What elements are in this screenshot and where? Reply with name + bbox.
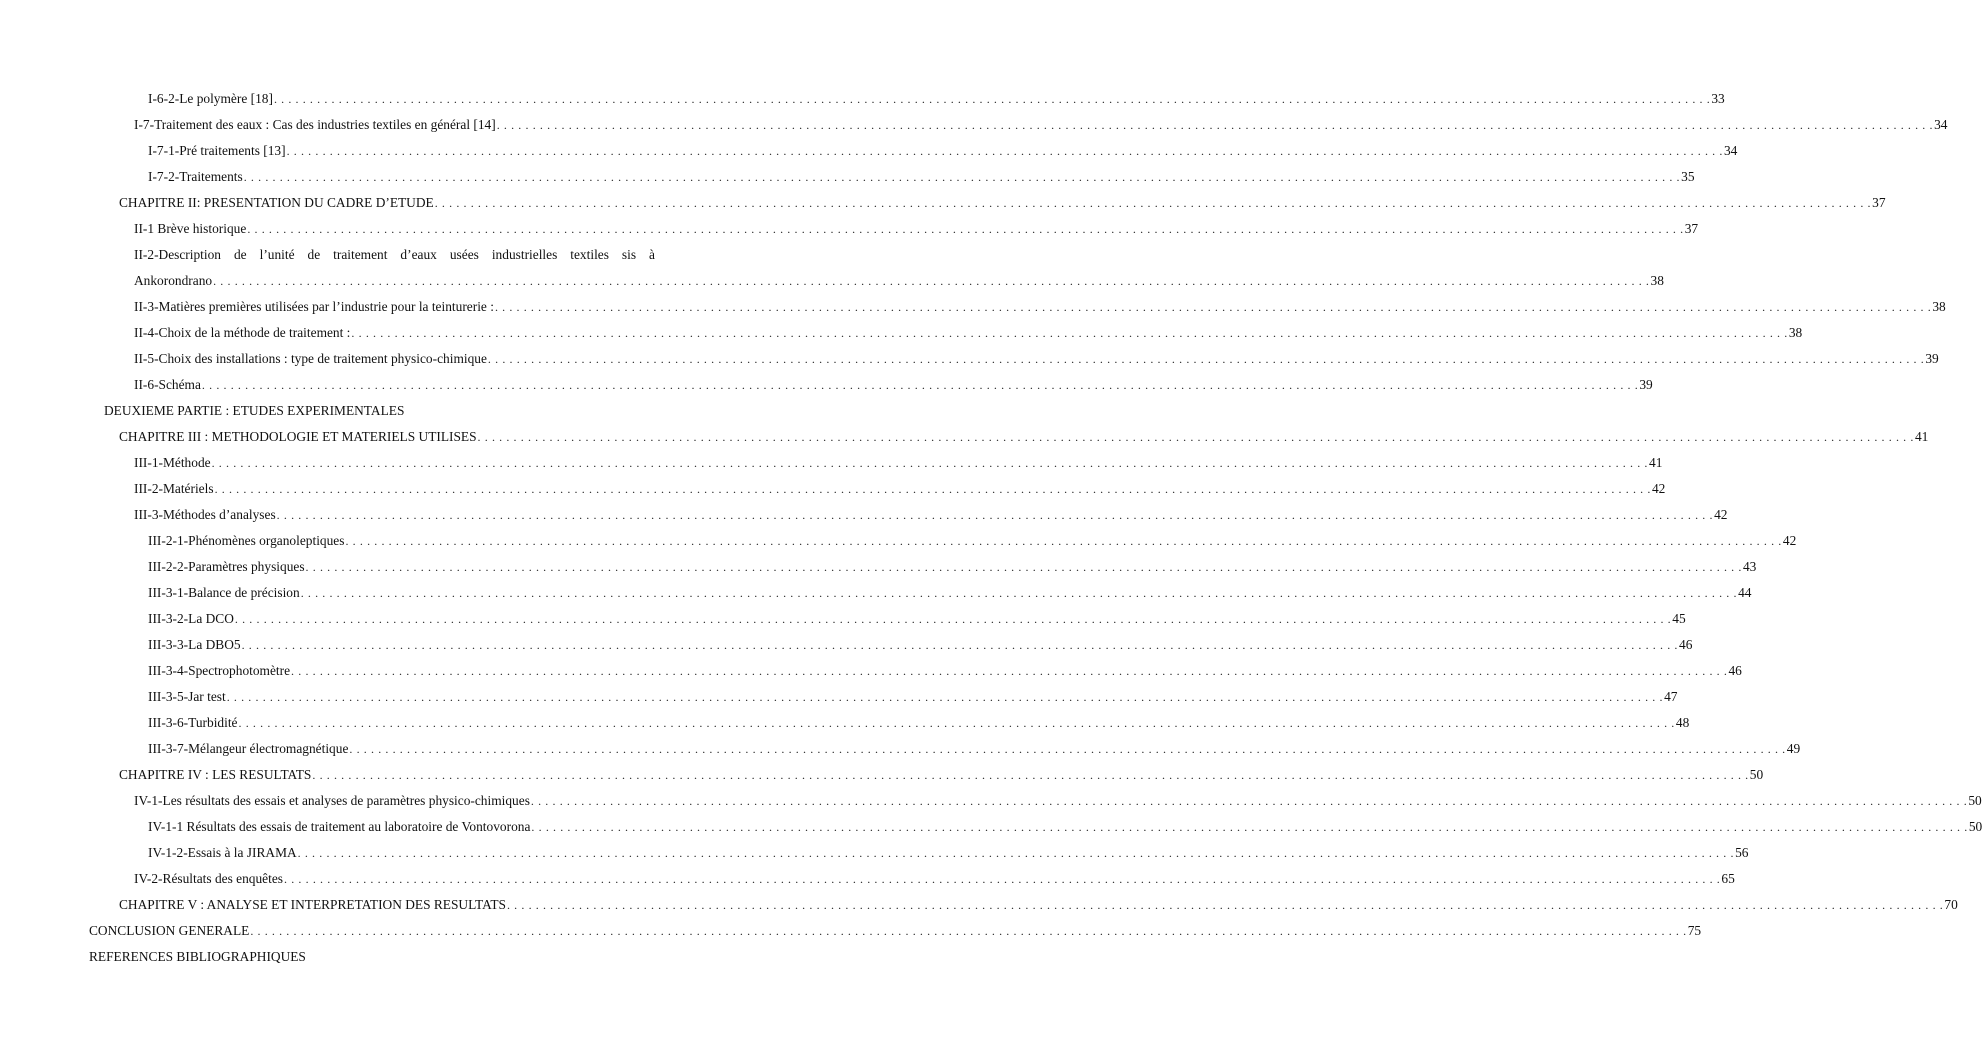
dot-leader: . . . . . . . . . . . . . . . . . . . . . . . . . . . . . . . . . . . . . . . . . . . . . . . . . . . . . . . . . . . . . . . . . . . . . . . . . . . . . . . . . . . . . . . . . . . . . . . . . . . . . . . . . . . . . . . . . . . . . . . . . . . . . . . . . . . . . . . . . . . . . . . . . . . . . . . . . . . . . . . . . . . . . . . . . . . . . . . . . . . . . . . . . . . . . . . . . . . . . . . .: [273, 92, 1711, 106]
toc-entry-page: 42: [1714, 507, 1728, 522]
dot-leader: . . . . . . . . . . . . . . . . . . . . . . . . . . . . . . . . . . . . . . . . . . . . . . . . . . . . . . . . . . . . . . . . . . . . . . . . . . . . . . . . . . . . . . . . . . . . . . . . . . . . . . . . . . . . . . . . . . . . . . . . . . . . . . . . . . . . . . . . . . . . . . . . . . . . . . . . . . . . . . . . . . . . . . . . . . . . . . . . . . . . . . . . . . . . . . . . . . . . . . . .: [477, 430, 1914, 444]
toc-entry-title: CONCLUSION GENERALE: [89, 918, 250, 944]
toc-entry-page: 34: [1723, 143, 1738, 158]
dot-leader: . . . . . . . . . . . . . . . . . . . . . . . . . . . . . . . . . . . . . . . . . . . . . . . . . . . . . . . . . . . . . . . . . . . . . . . . . . . . . . . . . . . . . . . . . . . . . . . . . . . . . . . . . . . . . . . . . . . . . . . . . . . . . . . . . . . . . . . . . . . . . . . . . . . . . . . . . . . . . . . . . . . . . . . . . . . . . . . . . . . . . . . . . . . . . . . . . . . . . . . .: [291, 664, 1728, 678]
toc-entry-title: CHAPITRE II: PRESENTATION DU CADRE D’ETUDE: [119, 190, 435, 216]
dot-leader: . . . . . . . . . . . . . . . . . . . . . . . . . . . . . . . . . . . . . . . . . . . . . . . . . . . . . . . . . . . . . . . . . . . . . . . . . . . . . . . . . . . . . . . . . . . . . . . . . . . . . . . . . . . . . . . . . . . . . . . . . . . . . . . . . . . . . . . . . . . . . . . . . . . . . . . . . . . . . . . . . . . . . . . . . . . . . . . . . . . . . . . . . . . . . . . . . . . . . . . .: [276, 508, 1714, 522]
toc-entry-title: I-6-2-Le polymère [18]: [148, 86, 274, 112]
toc-entry-page: 39: [1925, 351, 1939, 366]
dot-leader: . . . . . . . . . . . . . . . . . . . . . . . . . . . . . . . . . . . . . . . . . . . . . . . . . . . . . . . . . . . . . . . . . . . . . . . . . . . . . . . . . . . . . . . . . . . . . . . . . . . . . . . . . . . . . . . . . . . . . . . . . . . . . . . . . . . . . . . . . . . . . . . . . . . . . . . . . . . . . . . . . . . . . . . . . . . . . . . . . . . . . . . . . . . . . . . . . . . . . . . .: [494, 300, 1932, 314]
toc-entry-continuation: [0, 268, 1664, 294]
toc-entry-page: 37: [1872, 195, 1886, 210]
toc-entry-title: IV-1-Les résultats des essais et analyses de paramètres physico-chimiques: [134, 788, 531, 814]
toc-entry: [0, 736, 1801, 762]
toc-entry-page: 38: [1650, 273, 1664, 288]
toc-entry: [0, 528, 1797, 554]
toc-entry-page: 41: [1914, 429, 1929, 444]
dot-leader: . . . . . . . . . . . . . . . . . . . . . . . . . . . . . . . . . . . . . . . . . . . . . . . . . . . . . . . . . . . . . . . . . . . . . . . . . . . . . . . . . . . . . . . . . . . . . . . . . . . . . . . . . . . . . . . . . . . . . . . . . . . . . . . . . . . . . . . . . . . . . . . . . . . . . . . . . . . . . . . . . . . . . . . . . . . . . . . . . . . . . . . . . . . . . . . . . . . . . . . .: [243, 170, 1681, 184]
toc-entry: [0, 216, 1699, 242]
toc-entry: [0, 476, 1666, 502]
toc-entry-title: I-7-2-Traitements: [148, 164, 244, 190]
dot-leader: . . . . . . . . . . . . . . . . . . . . . . . . . . . . . . . . . . . . . . . . . . . . . . . . . . . . . . . . . . . . . . . . . . . . . . . . . . . . . . . . . . . . . . . . . . . . . . . . . . . . . . . . . . . . . . . . . . . . . . . . . . . . . . . . . . . . . . . . . . . . . . . . . . . . . . . . . . . . . . . . . . . . . . . . . . . . . . . . . . . . . . . . . . . . . . . . . . . . . . . .: [506, 898, 1944, 912]
toc-entry: [0, 450, 1663, 476]
toc-entry-page: 38: [1932, 299, 1946, 314]
dot-leader: . . . . . . . . . . . . . . . . . . . . . . . . . . . . . . . . . . . . . . . . . . . . . . . . . . . . . . . . . . . . . . . . . . . . . . . . . . . . . . . . . . . . . . . . . . . . . . . . . . . . . . . . . . . . . . . . . . . . . . . . . . . . . . . . . . . . . . . . . . . . . . . . . . . . . . . . . . . . . . . . . . . . . . . . . . . . . . . . . . . . . . . . . . . . . . . . . . . . . . . .: [351, 326, 1788, 340]
dot-leader: . . . . . . . . . . . . . . . . . . . . . . . . . . . . . . . . . . . . . . . . . . . . . . . . . . . . . . . . . . . . . . . . . . . . . . . . . . . . . . . . . . . . . . . . . . . . . . . . . . . . . . . . . . . . . . . . . . . . . . . . . . . . . . . . . . . . . . . . . . . . . . . . . . . . . . . . . . . . . . . . . . . . . . . . . . . . . . . . . . . . . . . . . . . . . . . . . . . . . . . .: [487, 352, 1925, 366]
dot-leader: . . . . . . . . . . . . . . . . . . . . . . . . . . . . . . . . . . . . . . . . . . . . . . . . . . . . . . . . . . . . . . . . . . . . . . . . . . . . . . . . . . . . . . . . . . . . . . . . . . . . . . . . . . . . . . . . . . . . . . . . . . . . . . . . . . . . . . . . . . . . . . . . . . . . . . . . . . . . . . . . . . . . . . . . . . . . . . . . . . . . . . . . . . . . . . . . . . . . . . . .: [213, 274, 1650, 288]
toc-entry-page: 42: [1782, 533, 1797, 548]
toc-entry-page: 45: [1672, 611, 1686, 626]
dot-leader: . . . . . . . . . . . . . . . . . . . . . . . . . . . . . . . . . . . . . . . . . . . . . . . . . . . . . . . . . . . . . . . . . . . . . . . . . . . . . . . . . . . . . . . . . . . . . . . . . . . . . . . . . . . . . . . . . . . . . . . . . . . . . . . . . . . . . . . . . . . . . . . . . . . . . . . . . . . . . . . . . . . . . . . . . . . . . . . . . . . . . . . . . . . . . . . . . . . . . . . .: [496, 118, 1934, 132]
toc-entry-page: 50: [1968, 793, 1982, 808]
toc-entry-page: 56: [1735, 845, 1749, 860]
toc-part-heading: [0, 398, 745, 424]
toc-entry-page: 35: [1681, 169, 1695, 184]
toc-entry-title: III-3-7-Mélangeur électromagnétique: [148, 736, 349, 762]
table-of-contents: [0, 86, 1982, 970]
toc-entry: [0, 658, 1742, 684]
toc-entry-title: IV-1-1 Résultats des essais de traitement au laboratoire de Vontovorona: [148, 814, 531, 840]
toc-entry: [0, 372, 1653, 398]
toc-entry: [0, 918, 1702, 944]
toc-entry-title: III-3-3-La DBO5: [148, 632, 242, 658]
dot-leader: . . . . . . . . . . . . . . . . . . . . . . . . . . . . . . . . . . . . . . . . . . . . . . . . . . . . . . . . . . . . . . . . . . . . . . . . . . . . . . . . . . . . . . . . . . . . . . . . . . . . . . . . . . . . . . . . . . . . . . . . . . . . . . . . . . . . . . . . . . . . . . . . . . . . . . . . . . . . . . . . . . . . . . . . . . . . . . . . . . . . . . . . . . . . . . . . . . . . . . . .: [312, 768, 1749, 782]
dot-leader: . . . . . . . . . . . . . . . . . . . . . . . . . . . . . . . . . . . . . . . . . . . . . . . . . . . . . . . . . . . . . . . . . . . . . . . . . . . . . . . . . . . . . . . . . . . . . . . . . . . . . . . . . . . . . . . . . . . . . . . . . . . . . . . . . . . . . . . . . . . . . . . . . . . . . . . . . . . . . . . . . . . . . . . . . . . . . . . . . . . . . . . . . . . . . . . . . . . . . . . .: [530, 794, 1968, 808]
dot-leader: . . . . . . . . . . . . . . . . . . . . . . . . . . . . . . . . . . . . . . . . . . . . . . . . . . . . . . . . . . . . . . . . . . . . . . . . . . . . . . . . . . . . . . . . . . . . . . . . . . . . . . . . . . . . . . . . . . . . . . . . . . . . . . . . . . . . . . . . . . . . . . . . . . . . . . . . . . . . . . . . . . . . . . . . . . . . . . . . . . . . . . . . . . . . . . . . . . . . . . . .: [531, 820, 1968, 834]
toc-entry: [0, 788, 1982, 814]
dot-leader: . . . . . . . . . . . . . . . . . . . . . . . . . . . . . . . . . . . . . . . . . . . . . . . . . . . . . . . . . . . . . . . . . . . . . . . . . . . . . . . . . . . . . . . . . . . . . . . . . . . . . . . . . . . . . . . . . . . . . . . . . . . . . . . . . . . . . . . . . . . . . . . . . . . . . . . . . . . . . . . . . . . . . . . . . . . . . . . . . . . . . . . . . . . . . . . . . . . . . . . .: [234, 612, 1672, 626]
toc-entry-title: III-3-Méthodes d’analyses: [134, 502, 277, 528]
dot-leader: . . . . . . . . . . . . . . . . . . . . . . . . . . . . . . . . . . . . . . . . . . . . . . . . . . . . . . . . . . . . . . . . . . . . . . . . . . . . . . . . . . . . . . . . . . . . . . . . . . . . . . . . . . . . . . . . . . . . . . . . . . . . . . . . . . . . . . . . . . . . . . . . . . . . . . . . . . . . . . . . . . . . . . . . . . . . . . . . . . . . . . . . . . . . . . . . . . . . . . . .: [226, 690, 1664, 704]
toc-entry: [0, 606, 1686, 632]
toc-entry-title-line1: II-2-Description de l’unité de traitement d’eaux usées industrielles textiles sis à: [134, 247, 655, 262]
toc-entry: [0, 710, 1690, 736]
toc-entry-title: CHAPITRE III : METHODOLOGIE ET MATERIELS UTILISES: [119, 424, 478, 450]
dot-leader: . . . . . . . . . . . . . . . . . . . . . . . . . . . . . . . . . . . . . . . . . . . . . . . . . . . . . . . . . . . . . . . . . . . . . . . . . . . . . . . . . . . . . . . . . . . . . . . . . . . . . . . . . . . . . . . . . . . . . . . . . . . . . . . . . . . . . . . . . . . . . . . . . . . . . . . . . . . . . . . . . . . . . . . . . . . . . . . . . . . . . . . . . . . . . . . . . . . . . . . .: [345, 534, 1782, 548]
dot-leader: . . . . . . . . . . . . . . . . . . . . . . . . . . . . . . . . . . . . . . . . . . . . . . . . . . . . . . . . . . . . . . . . . . . . . . . . . . . . . . . . . . . . . . . . . . . . . . . . . . . . . . . . . . . . . . . . . . . . . . . . . . . . . . . . . . . . . . . . . . . . . . . . . . . . . . . . . . . . . . . . . . . . . . . . . . . . . . . . . . . . . . . . . . . . . . . . . . . . . . . .: [238, 716, 1675, 730]
dot-leader: . . . . . . . . . . . . . . . . . . . . . . . . . . . . . . . . . . . . . . . . . . . . . . . . . . . . . . . . . . . . . . . . . . . . . . . . . . . . . . . . . . . . . . . . . . . . . . . . . . . . . . . . . . . . . . . . . . . . . . . . . . . . . . . . . . . . . . . . . . . . . . . . . . . . . . . . . . . . . . . . . . . . . . . . . . . . . . . . . . . . . . . . . . . . . . . . . . . . . . . .: [201, 378, 1639, 392]
toc-entry-page: 70: [1944, 897, 1958, 912]
toc-entry-page: 48: [1675, 715, 1690, 730]
toc-entry: [0, 892, 1958, 918]
toc-entry-title: II-3-Matières premières utilisées par l’industrie pour la teinturerie :: [134, 294, 495, 320]
toc-entry-page: 37: [1684, 221, 1699, 236]
toc-entry-page: 46: [1728, 663, 1742, 678]
toc-entry: [0, 138, 1738, 164]
dot-leader: . . . . . . . . . . . . . . . . . . . . . . . . . . . . . . . . . . . . . . . . . . . . . . . . . . . . . . . . . . . . . . . . . . . . . . . . . . . . . . . . . . . . . . . . . . . . . . . . . . . . . . . . . . . . . . . . . . . . . . . . . . . . . . . . . . . . . . . . . . . . . . . . . . . . . . . . . . . . . . . . . . . . . . . . . . . . . . . . . . . . . . . . . . . . . . . . . . . . . . . .: [241, 638, 1678, 652]
toc-entry-title: II-4-Choix de la méthode de traitement :: [134, 320, 351, 346]
toc-entry-title: IV-1-2-Essais à la JIRAMA: [148, 840, 298, 866]
toc-entry: [0, 320, 1803, 346]
toc-entry: [0, 944, 745, 970]
toc-entry: [0, 632, 1693, 658]
toc-entry-title: III-2-1-Phénomènes organoleptiques: [148, 528, 345, 554]
toc-entry: [0, 684, 1678, 710]
dot-leader: . . . . . . . . . . . . . . . . . . . . . . . . . . . . . . . . . . . . . . . . . . . . . . . . . . . . . . . . . . . . . . . . . . . . . . . . . . . . . . . . . . . . . . . . . . . . . . . . . . . . . . . . . . . . . . . . . . . . . . . . . . . . . . . . . . . . . . . . . . . . . . . . . . . . . . . . . . . . . . . . . . . . . . . . . . . . . . . . . . . . . . . . . . . . . . . . . . . . . . . .: [434, 196, 1872, 210]
toc-entry-page: 43: [1742, 559, 1757, 574]
toc-entry-title: CHAPITRE IV : LES RESULTATS: [119, 762, 312, 788]
toc-entry: [0, 242, 745, 268]
toc-entry-page: 42: [1651, 481, 1666, 496]
toc-entry: [0, 294, 1946, 320]
dot-leader: . . . . . . . . . . . . . . . . . . . . . . . . . . . . . . . . . . . . . . . . . . . . . . . . . . . . . . . . . . . . . . . . . . . . . . . . . . . . . . . . . . . . . . . . . . . . . . . . . . . . . . . . . . . . . . . . . . . . . . . . . . . . . . . . . . . . . . . . . . . . . . . . . . . . . . . . . . . . . . . . . . . . . . . . . . . . . . . . . . . . . . . . . . . . . . . . . . . . . . . .: [305, 560, 1742, 574]
toc-entry-page: 49: [1786, 741, 1801, 756]
toc-entry-page: 44: [1738, 585, 1752, 600]
toc-entry-title: III-1-Méthode: [134, 450, 212, 476]
toc-entry: [0, 814, 1982, 840]
toc-entry-title: III-3-2-La DCO: [148, 606, 235, 632]
toc-entry: [0, 190, 1886, 216]
toc-entry-title: III-2-2-Paramètres physiques: [148, 554, 306, 580]
toc-entry-title: I-7-Traitement des eaux : Cas des industries textiles en général [14]: [134, 112, 497, 138]
toc-entry: [0, 346, 1939, 372]
dot-leader: . . . . . . . . . . . . . . . . . . . . . . . . . . . . . . . . . . . . . . . . . . . . . . . . . . . . . . . . . . . . . . . . . . . . . . . . . . . . . . . . . . . . . . . . . . . . . . . . . . . . . . . . . . . . . . . . . . . . . . . . . . . . . . . . . . . . . . . . . . . . . . . . . . . . . . . . . . . . . . . . . . . . . . . . . . . . . . . . . . . . . . . . . . . . . . . . . . . . . . . .: [247, 222, 1684, 236]
toc-entry: [0, 762, 1764, 788]
toc-entry-page: 65: [1721, 871, 1735, 886]
toc-entry-page: 33: [1711, 91, 1725, 106]
dot-leader: . . . . . . . . . . . . . . . . . . . . . . . . . . . . . . . . . . . . . . . . . . . . . . . . . . . . . . . . . . . . . . . . . . . . . . . . . . . . . . . . . . . . . . . . . . . . . . . . . . . . . . . . . . . . . . . . . . . . . . . . . . . . . . . . . . . . . . . . . . . . . . . . . . . . . . . . . . . . . . . . . . . . . . . . . . . . . . . . . . . . . . . . . . . . . . . . . . . . . . . .: [284, 872, 1721, 886]
toc-entry: [0, 424, 1929, 450]
dot-leader: . . . . . . . . . . . . . . . . . . . . . . . . . . . . . . . . . . . . . . . . . . . . . . . . . . . . . . . . . . . . . . . . . . . . . . . . . . . . . . . . . . . . . . . . . . . . . . . . . . . . . . . . . . . . . . . . . . . . . . . . . . . . . . . . . . . . . . . . . . . . . . . . . . . . . . . . . . . . . . . . . . . . . . . . . . . . . . . . . . . . . . . . . . . . . . . . . . . . . . . .: [349, 742, 1786, 756]
dot-leader: . . . . . . . . . . . . . . . . . . . . . . . . . . . . . . . . . . . . . . . . . . . . . . . . . . . . . . . . . . . . . . . . . . . . . . . . . . . . . . . . . . . . . . . . . . . . . . . . . . . . . . . . . . . . . . . . . . . . . . . . . . . . . . . . . . . . . . . . . . . . . . . . . . . . . . . . . . . . . . . . . . . . . . . . . . . . . . . . . . . . . . . . . . . . . . . . . . . . . . . .: [214, 482, 1651, 496]
toc-entry-title: II-6-Schéma: [134, 372, 202, 398]
dot-leader: . . . . . . . . . . . . . . . . . . . . . . . . . . . . . . . . . . . . . . . . . . . . . . . . . . . . . . . . . . . . . . . . . . . . . . . . . . . . . . . . . . . . . . . . . . . . . . . . . . . . . . . . . . . . . . . . . . . . . . . . . . . . . . . . . . . . . . . . . . . . . . . . . . . . . . . . . . . . . . . . . . . . . . . . . . . . . . . . . . . . . . . . . . . . . . . . . . . . . . . .: [297, 846, 1735, 860]
toc-entry-title: REFERENCES BIBLIOGRAPHIQUES: [89, 944, 307, 970]
toc-entry: [0, 164, 1695, 190]
toc-entry: [0, 112, 1948, 138]
toc-entry-page: 38: [1788, 325, 1803, 340]
toc-entry-title: III-3-6-Turbidité: [148, 710, 239, 736]
toc-entry: [0, 840, 1749, 866]
toc-entry-title-line2: Ankorondrano: [134, 268, 213, 294]
toc-entry-title: III-3-5-Jar test: [148, 684, 227, 710]
toc-entry-title: CHAPITRE V : ANALYSE ET INTERPRETATION DES RESULTATS: [119, 892, 507, 918]
toc-entry-page: 39: [1639, 377, 1653, 392]
dot-leader: . . . . . . . . . . . . . . . . . . . . . . . . . . . . . . . . . . . . . . . . . . . . . . . . . . . . . . . . . . . . . . . . . . . . . . . . . . . . . . . . . . . . . . . . . . . . . . . . . . . . . . . . . . . . . . . . . . . . . . . . . . . . . . . . . . . . . . . . . . . . . . . . . . . . . . . . . . . . . . . . . . . . . . . . . . . . . . . . . . . . . . . . . . . . . . . . . . . . . . . .: [286, 144, 1723, 158]
toc-entry: [0, 554, 1757, 580]
toc-entry-page: 41: [1649, 455, 1663, 470]
toc-entry-page: 47: [1664, 689, 1678, 704]
dot-leader: . . . . . . . . . . . . . . . . . . . . . . . . . . . . . . . . . . . . . . . . . . . . . . . . . . . . . . . . . . . . . . . . . . . . . . . . . . . . . . . . . . . . . . . . . . . . . . . . . . . . . . . . . . . . . . . . . . . . . . . . . . . . . . . . . . . . . . . . . . . . . . . . . . . . . . . . . . . . . . . . . . . . . . . . . . . . . . . . . . . . . . . . . . . . . . . . . . . . . . . .: [211, 456, 1648, 470]
toc-entry: [0, 866, 1735, 892]
toc-entry-title: I-7-1-Pré traitements [13]: [148, 138, 287, 164]
toc-entry: [0, 86, 1725, 112]
toc-entry-page: 50: [1968, 819, 1982, 834]
toc-entry-title: II-5-Choix des installations : type de traitement physico-chimique: [134, 346, 488, 372]
dot-leader: . . . . . . . . . . . . . . . . . . . . . . . . . . . . . . . . . . . . . . . . . . . . . . . . . . . . . . . . . . . . . . . . . . . . . . . . . . . . . . . . . . . . . . . . . . . . . . . . . . . . . . . . . . . . . . . . . . . . . . . . . . . . . . . . . . . . . . . . . . . . . . . . . . . . . . . . . . . . . . . . . . . . . . . . . . . . . . . . . . . . . . . . . . . . . . . . . . . . . . . .: [250, 924, 1687, 938]
toc-entry-page: 75: [1687, 923, 1702, 938]
toc-entry-page: 46: [1679, 637, 1693, 652]
toc-entry-title: DEUXIEME PARTIE : ETUDES EXPERIMENTALES: [104, 398, 405, 424]
toc-entry-title: IV-2-Résultats des enquêtes: [134, 866, 284, 892]
toc-entry-page: 34: [1934, 117, 1948, 132]
toc-entry-title: III-3-1-Balance de précision: [148, 580, 301, 606]
toc-entry-page: 50: [1749, 767, 1764, 782]
toc-entry: [0, 502, 1728, 528]
dot-leader: . . . . . . . . . . . . . . . . . . . . . . . . . . . . . . . . . . . . . . . . . . . . . . . . . . . . . . . . . . . . . . . . . . . . . . . . . . . . . . . . . . . . . . . . . . . . . . . . . . . . . . . . . . . . . . . . . . . . . . . . . . . . . . . . . . . . . . . . . . . . . . . . . . . . . . . . . . . . . . . . . . . . . . . . . . . . . . . . . . . . . . . . . . . . . . . . . . . . . . . .: [300, 586, 1738, 600]
toc-entry-title: II-1 Brève historique: [134, 216, 247, 242]
toc-entry-title: III-3-4-Spectrophotomètre: [148, 658, 291, 684]
toc-entry: [0, 580, 1752, 606]
toc-entry-title: III-2-Matériels: [134, 476, 215, 502]
